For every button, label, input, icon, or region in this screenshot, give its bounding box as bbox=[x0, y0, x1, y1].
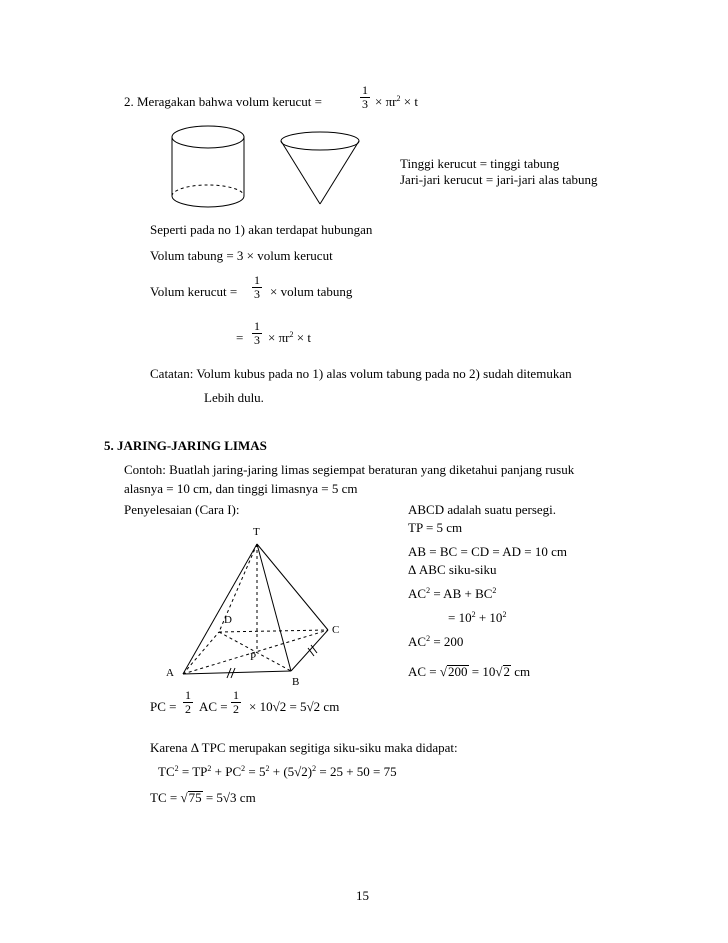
pc-rest: × 10√2 = 5√2 cm bbox=[249, 699, 340, 714]
edge-AB bbox=[183, 671, 291, 674]
eq2-frac: 1 3 bbox=[254, 319, 260, 347]
pc-ac: AC = bbox=[199, 699, 228, 714]
note-jari-jari: Jari-jari kerucut = jari-jari alas tabung bbox=[400, 172, 598, 187]
eq-sign: = bbox=[236, 330, 244, 345]
r2: TP = 5 cm bbox=[408, 520, 463, 535]
pc-label: PC = bbox=[150, 699, 177, 714]
note-tinggi: Tinggi kerucut = tinggi tabung bbox=[400, 156, 560, 171]
label-B: B bbox=[292, 676, 300, 688]
formula-rest: × $\pi r^2 \times t$ bbox=[375, 94, 418, 109]
r8: AC = √200 = 10√2 cm bbox=[408, 664, 531, 679]
edge-TA bbox=[183, 544, 257, 674]
label-P: P bbox=[250, 651, 257, 663]
volum-kerucut-rest: × volum tabung bbox=[270, 284, 353, 299]
label-T: T bbox=[253, 526, 260, 538]
label-C: C bbox=[332, 624, 340, 636]
eq2-rest: × $\pi r^2 \times t$ bbox=[268, 330, 311, 345]
r6: = $10^2 + 10^2$ bbox=[448, 610, 507, 625]
edge-TC bbox=[257, 544, 328, 630]
r7: $AC^2 = 200$ bbox=[408, 634, 464, 649]
tc-final: TC = √75 = 5√3 cm bbox=[150, 790, 256, 805]
contoh-line1: Contoh: Buatlah jaring-jaring limas segiempat beraturan yang diketahui panjang rusuk bbox=[124, 462, 575, 477]
line-seperti: Seperti pada no 1) akan terdapat hubungan bbox=[150, 222, 373, 237]
item2-label: 2. Meragakan bahwa volum kerucut = bbox=[124, 94, 322, 109]
pc-frac-2: 1 2 bbox=[233, 688, 239, 716]
label-A: A bbox=[166, 667, 174, 679]
r4: Δ ABC siku-siku bbox=[408, 562, 497, 577]
edge-DC bbox=[219, 630, 328, 632]
pc-frac-1: 1 2 bbox=[185, 688, 191, 716]
tc-equation: $TC^2 = TP^2 + PC^2 = 5^2 + (5√2)^2 = 25 + 50 = 75$ bbox=[158, 764, 397, 779]
penyelesaian: Penyelesaian (Cara I): bbox=[124, 502, 240, 517]
catatan-line1: Catatan: Volum kubus pada no 1) alas volum tabung pada no 2) sudah ditemukan bbox=[150, 366, 572, 381]
r5: $AC^2$ = AB + $BC^2$ bbox=[408, 586, 497, 601]
edge-AD bbox=[183, 632, 219, 674]
label-D: D bbox=[224, 614, 232, 626]
page-number: 15 bbox=[356, 888, 369, 903]
line-volum-tabung: Volum tabung = 3 × volum kerucut bbox=[150, 248, 333, 263]
volum-kerucut-label: Volum kerucut = bbox=[150, 284, 238, 299]
section5-heading: 5. JARING-JARING LIMAS bbox=[104, 438, 267, 453]
edge-TB bbox=[257, 544, 291, 671]
karena-line: Karena Δ TPC merupakan segitiga siku-siku maka didapat: bbox=[150, 740, 458, 755]
contoh-line2: alasnya = 10 cm, dan tinggi limasnya = 5 cm bbox=[124, 481, 358, 496]
catatan-line2: Lebih dulu. bbox=[204, 390, 264, 405]
volum-kerucut-frac: 1 3 bbox=[254, 273, 260, 301]
r3: AB = BC = CD = AD = 10 cm bbox=[408, 544, 567, 559]
formula-one-third: 1 3 bbox=[362, 83, 368, 111]
r1: ABCD adalah suatu persegi. bbox=[408, 502, 557, 517]
